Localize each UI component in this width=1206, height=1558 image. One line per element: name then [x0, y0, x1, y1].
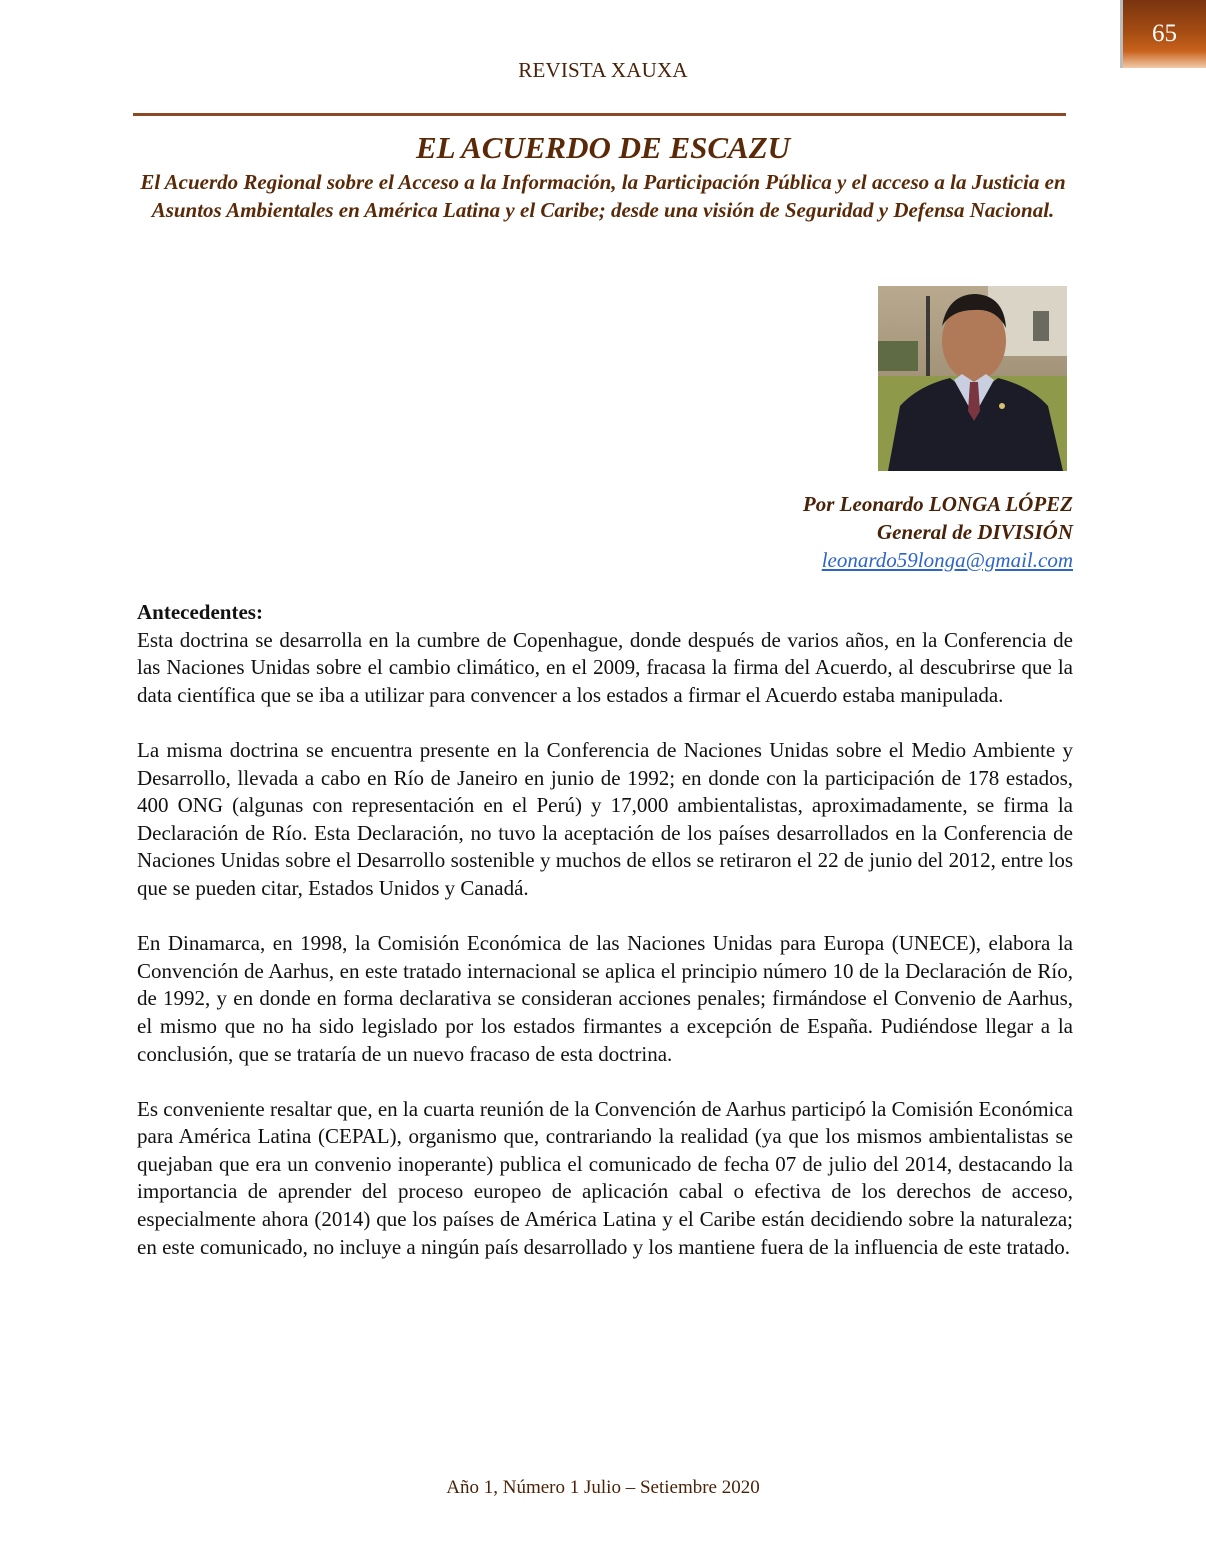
author-photo	[878, 286, 1067, 471]
author-name: Por Leonardo LONGA LÓPEZ	[802, 492, 1073, 516]
author-portrait-image	[878, 286, 1067, 471]
section-heading: Antecedentes:	[137, 600, 263, 624]
body-paragraph: En Dinamarca, en 1998, la Comisión Económica de las Naciones Unidas para Europa (UNECE), elabora la Convención de Aarhus, en este tratado internacional se aplica el principio número 10 de la Declaración de Río, de 1992, y en donde en forma declarativa se consideran acciones penales; firmándose el Convenio de Aarhus, el mismo que no ha sido legislado por los estados firmantes a excepción de España. Pudiéndose llegar a la conclusión, que se trataría de un nuevo fracaso de esta doctrina.	[137, 931, 1073, 1066]
body-paragraph: Esta doctrina se desarrolla en la cumbre de Copenhague, donde después de varios años, en la Conferencia de las Naciones Unidas sobre el cambio climático, en el 2009, fracasa la firma del Acuerdo, al descubrirse que la data científica que se iba a utilizar para convencer a los estados a firmar el Acuerdo estaba manipulada.	[137, 627, 1073, 707]
author-byline-block	[803, 490, 1073, 574]
article-subtitle: El Acuerdo Regional sobre el Acceso a la Información, la Participación Pública y el acceso a la Justicia en Asuntos Ambientales en América Latina y el Caribe; desde una visión de Seguridad y Defensa Nacional.	[140, 170, 1066, 222]
author-email-link[interactable]: leonardo59longa@gmail.com	[821, 548, 1073, 572]
journal-header: REVISTA XAUXA	[518, 58, 688, 82]
author-rank: General de DIVISIÓN	[876, 520, 1073, 544]
article-body	[137, 599, 1073, 1289]
header-divider	[133, 113, 1066, 116]
issue-footer: Año 1, Número 1 Julio – Setiembre 2020	[446, 1477, 760, 1498]
body-paragraph: Es conveniente resaltar que, en la cuarta reunión de la Convención de Aarhus participó la Comisión Económica para América Latina (CEPAL), organismo que, contrariando la realidad (ya que los mismos ambientalistas se quejaban que era un convenio inoperante) publica el comunicado de fecha 07 de julio del 2014, destacando la importancia de aprender del proceso europeo de aplicación cabal o efectiva de los derechos de acceso, especialmente ahora (2014) que los países de América Latina y el Caribe están decidiendo sobre la naturaleza; en este comunicado, no incluye a ningún país desarrollado y los mantiene fuera de la influencia de este tratado.	[137, 1096, 1073, 1259]
page-number: 65	[1152, 20, 1177, 47]
body-paragraph: La misma doctrina se encuentra presente en la Conferencia de Naciones Unidas sobre el Medio Ambiente y Desarrollo, llevada a cabo en Río de Janeiro en junio de 1992; en donde con la participación de 178 estados, 400 ONG (algunas con representación en el Perú) y 17,000 ambientalistas, aproximadamente, se firma la Declaración de Río. Esta Declaración, no tuvo la aceptación de los países desarrollados en la Conferencia de Naciones Unidas sobre el Desarrollo sostenible y muchos de ellos se retiraron el 22 de junio del 2012, entre los que se pueden citar, Estados Unidos y Canadá.	[137, 737, 1073, 900]
article-title: EL ACUERDO DE ESCAZU	[415, 130, 791, 165]
